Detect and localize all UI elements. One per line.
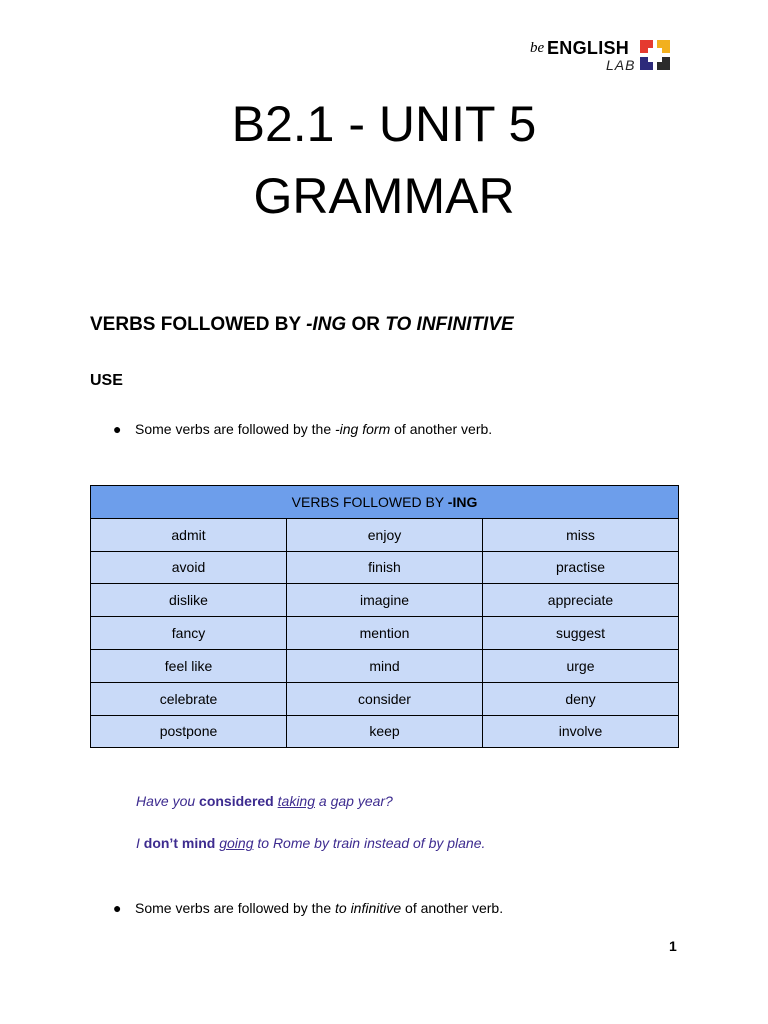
bullet-to-infinitive xyxy=(113,900,503,916)
logo-english-text: ENGLISH xyxy=(547,38,630,58)
bullet-text-em: to infinitive xyxy=(335,900,402,916)
bullet-dot-icon: ● xyxy=(113,900,122,916)
table-cell: admit xyxy=(91,518,287,551)
section-heading-to-infinitive: TO INFINITIVE xyxy=(385,314,514,335)
brand-logo xyxy=(528,38,672,74)
table-row xyxy=(91,551,679,584)
page-title-unit: B2.1 - UNIT 5 xyxy=(231,96,537,152)
logo-lab-text: LAB xyxy=(606,57,636,73)
table-cell: consider xyxy=(287,682,483,715)
table-cell: deny xyxy=(483,682,679,715)
section-heading-prefix: VERBS FOLLOWED BY xyxy=(90,314,307,335)
example-text: Have you xyxy=(136,793,200,809)
table-cell: urge xyxy=(483,649,679,682)
bullet-text-post: of another verb. xyxy=(390,421,493,437)
section-heading-or: OR xyxy=(346,314,386,335)
example-text: a gap year? xyxy=(315,793,393,809)
table-row xyxy=(91,617,679,650)
bullet-text-pre: Some verbs are followed by the xyxy=(135,421,335,437)
table-cell: mention xyxy=(287,617,483,650)
example-text: to Rome by train instead of by plane. xyxy=(253,835,486,851)
page-title-grammar: GRAMMAR xyxy=(253,168,515,224)
verbs-ing-table xyxy=(90,485,679,748)
table-cell: postpone xyxy=(91,715,287,748)
table-cell: mind xyxy=(287,649,483,682)
example-verb-bold: considered xyxy=(199,793,274,809)
table-cell: suggest xyxy=(483,617,679,650)
table-row xyxy=(91,584,679,617)
table-header xyxy=(91,486,679,519)
table-header-prefix: VERBS FOLLOWED BY xyxy=(291,493,448,510)
bullet-text-post: of another verb. xyxy=(401,900,504,916)
table-cell: finish xyxy=(287,551,483,584)
table-cell: involve xyxy=(483,715,679,748)
table-cell: practise xyxy=(483,551,679,584)
bullet-ing-form xyxy=(113,421,492,437)
table-cell: fancy xyxy=(91,617,287,650)
example-sentence-1 xyxy=(136,793,393,809)
table-cell: dislike xyxy=(91,584,287,617)
table-row xyxy=(91,518,679,551)
table-cell: keep xyxy=(287,715,483,748)
table-row xyxy=(91,649,679,682)
bullet-text-em: -ing form xyxy=(335,421,391,437)
table-header-row xyxy=(91,486,679,519)
section-heading-ing: -ING xyxy=(306,314,347,335)
example-verb-bold: don’t mind xyxy=(143,835,216,851)
logo-mark-icon xyxy=(640,40,670,70)
example-ing-underlined: going xyxy=(219,835,254,851)
bullet-text-pre: Some verbs are followed by the xyxy=(135,900,335,916)
use-heading: USE xyxy=(90,372,123,389)
logo-be-text: be xyxy=(530,40,545,56)
table-cell: imagine xyxy=(287,584,483,617)
example-ing-underlined: taking xyxy=(277,793,315,809)
example-text: I xyxy=(136,835,144,851)
example-sentence-2 xyxy=(136,835,485,851)
table-header-bold: -ING xyxy=(447,493,478,510)
page-number: 1 xyxy=(669,938,677,954)
table-cell: enjoy xyxy=(287,518,483,551)
section-heading xyxy=(90,314,514,336)
table-row xyxy=(91,715,679,748)
table-cell: celebrate xyxy=(91,682,287,715)
table-row xyxy=(91,682,679,715)
table-cell: feel like xyxy=(91,649,287,682)
bullet-dot-icon: ● xyxy=(113,421,122,437)
table-cell: appreciate xyxy=(483,584,679,617)
table-cell: avoid xyxy=(91,551,287,584)
table-cell: miss xyxy=(483,518,679,551)
